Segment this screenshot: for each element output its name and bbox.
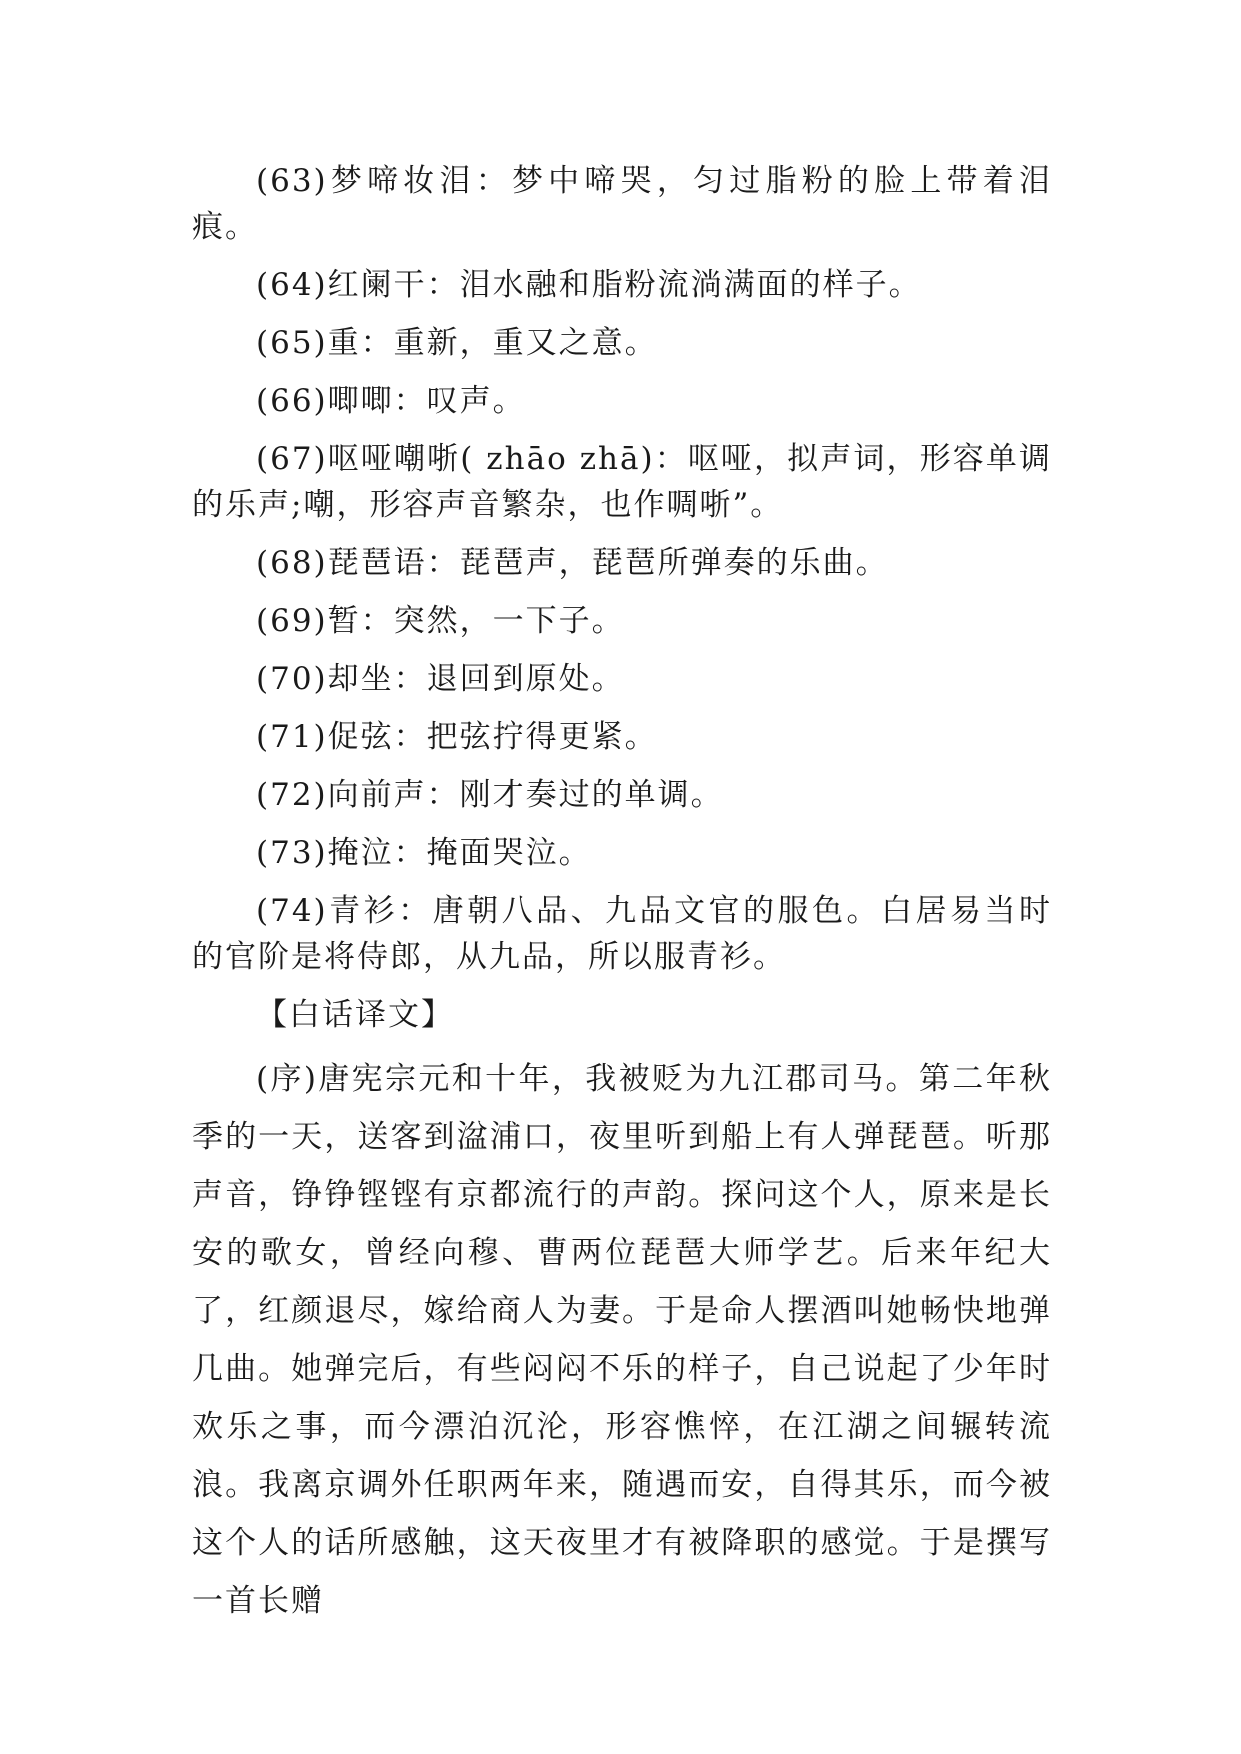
- note-68: [192, 540, 1052, 586]
- note-72: [192, 772, 1052, 818]
- note-number: (70): [256, 661, 328, 697]
- note-text: 呕哑嘲哳( zhāo zhā)：呕哑，拟声词，形容单调的乐声;嘲，形容声音繁杂，也作啁哳”。: [192, 441, 1052, 523]
- translation-paragraph: [192, 1050, 1052, 1630]
- note-number: (73): [256, 835, 328, 871]
- note-number: (66): [256, 383, 328, 419]
- note-69: [192, 598, 1052, 644]
- note-66: [192, 378, 1052, 424]
- note-64: [192, 262, 1052, 308]
- note-text: 琵琶语：琵琶声，琵琶所弹奏的乐曲。: [327, 545, 889, 581]
- note-71: [192, 714, 1052, 760]
- note-text: 唧唧：叹声。: [327, 383, 526, 419]
- note-number: (67): [256, 441, 328, 477]
- note-67: [192, 436, 1052, 528]
- note-text: 梦啼妆泪：梦中啼哭，匀过脂粉的脸上带着泪痕。: [192, 163, 1052, 245]
- page-content: [192, 158, 1052, 1630]
- note-74: [192, 888, 1052, 980]
- note-text: 掩泣：掩面哭泣。: [327, 835, 592, 871]
- translation-label: (序): [256, 1061, 318, 1097]
- note-73: [192, 830, 1052, 876]
- note-text: 促弦：把弦拧得更紧。: [327, 719, 658, 755]
- note-text: 重：重新，重又之意。: [327, 325, 658, 361]
- note-text: 却坐：退回到原处。: [327, 661, 625, 697]
- note-number: (64): [256, 267, 328, 303]
- note-text: 向前声：刚才奏过的单调。: [327, 777, 724, 813]
- note-text: 青衫：唐朝八品、九品文官的服色。白居易当时的官阶是将侍郎，从九品，所以服青衫。: [192, 893, 1052, 975]
- note-number: (63): [256, 163, 328, 199]
- note-number: (65): [256, 325, 328, 361]
- section-heading: 【白话译文】: [256, 997, 454, 1033]
- note-number: (72): [256, 777, 328, 813]
- note-number: (74): [256, 893, 328, 929]
- note-text: 暂：突然，一下子。: [327, 603, 625, 639]
- note-70: [192, 656, 1052, 702]
- note-number: (69): [256, 603, 328, 639]
- note-65: [192, 320, 1052, 366]
- translation-text: 唐宪宗元和十年，我被贬为九江郡司马。第二年秋季的一天，送客到湓浦口，夜里听到船上有人弹琵琶。听那声音，铮铮铿铿有京都流行的声韵。探问这个人，原来是长安的歌女，曾经向穆、曹两位琵琶大师学艺。后来年纪大了，红颜退尽，嫁给商人为妻。于是命人摆酒叫她畅快地弹几曲。她弹完后，有些闷闷不乐的样子，自己说起了少年时欢乐之事，而今漂泊沉沦，形容憔悴，在江湖之间辗转流浪。我离京调外任职两年来，随遇而安，自得其乐，而今被这个人的话所感触，这天夜里才有被降职的感觉。于是撰写一首长赠: [192, 1061, 1052, 1619]
- note-number: (71): [256, 719, 328, 755]
- note-number: (68): [256, 545, 328, 581]
- note-text: 红阑干：泪水融和脂粉流淌满面的样子。: [327, 267, 922, 303]
- note-63: [192, 158, 1052, 250]
